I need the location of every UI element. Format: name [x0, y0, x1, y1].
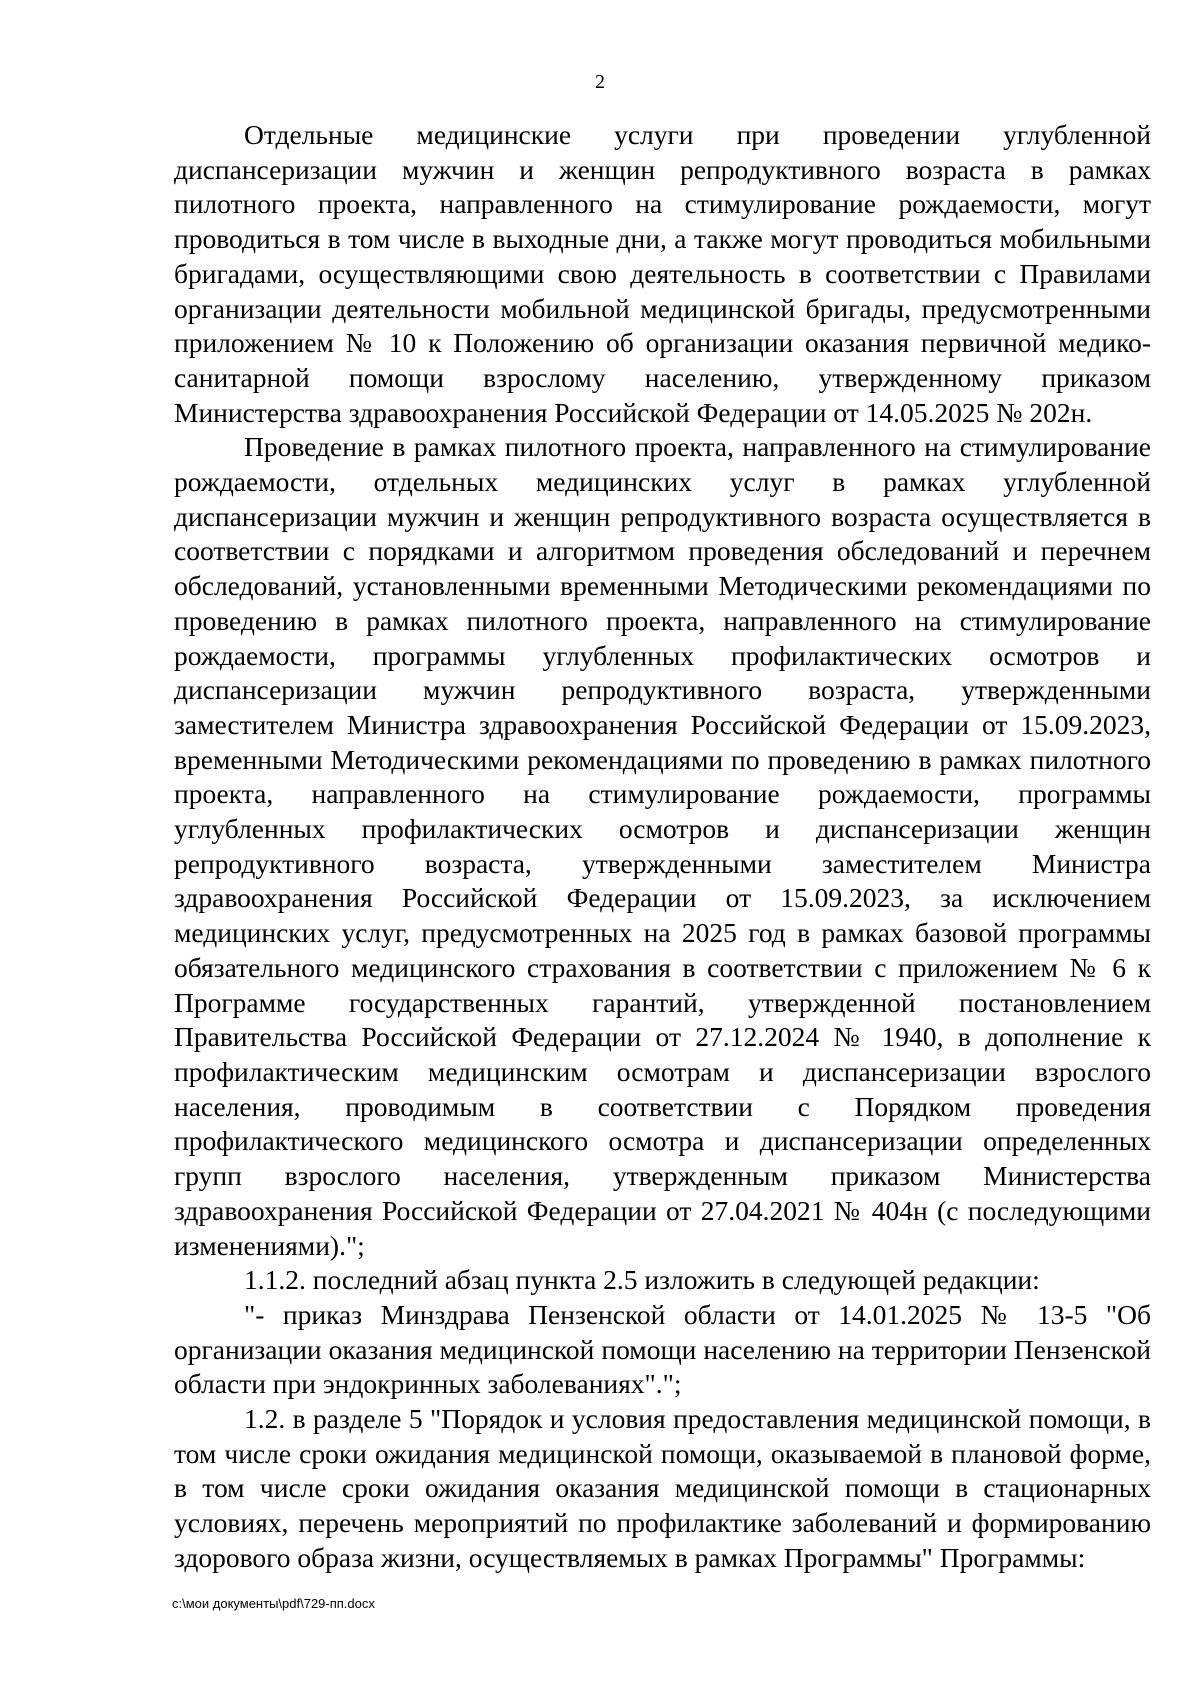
paragraph-pilot-project-services: Проведение в рамках пилотного проекта, направленного на стимулирование рождаемости, отдельных медицинских услуг в рамках углубленной диспансеризации мужчин и женщин репродуктивного возраста осуществляется в соответствии с порядками и алгоритмом проведения обследований и перечнем обследований, установленными временными Методическими рекомендациями по проведению в рамках пилотного проекта, направленного на стимулирование рождаемости, программы углубленных профилактических осмотров и диспансеризации мужчин репродуктивного возраста, утвержденными заместителем Министра здравоохранения Российской Федерации от 15.09.2023, временными Методическими рекомендациями по проведению в рамках пилотного проекта, направленного на стимулирование рождаемости, программы углубленных профилактических осмотров и диспансеризации женщин репродуктивного возраста, утвержденными заместителем Министра здравоохранения Российской Федерации от 15.09.2023, за исключением медицинских услуг, предусмотренных на 2025 год в рамках базовой программы обязательного медицинского страхования в соответствии с приложением № 6 к Программе государственных гарантий, утвержденной постановлением Правительства Российской Федерации от 27.12.2024 № 1940, в дополнение к профилактическим медицинским осмотрам и диспансеризации взрослого населения, проводимым в соответствии с Порядком проведения профилактического медицинского осмотра и диспансеризации определенных групп взрослого населения, утвержденным приказом Министерства здравоохранения Российской Федерации от 27.04.2021 № 404н (с последующими изменениями).";	[174, 431, 1151, 1261]
paragraph-order-quote: "- приказ Минздрава Пензенской области от 14.01.2025 № 13-5 "Об организации оказания медицинской помощи населению на территории Пензенской области при эндокринных заболеваниях".";	[174, 1298, 1151, 1400]
paragraph-mobile-brigades: Отдельные медицинские услуги при проведении углубленной диспансеризации мужчин и женщин репродуктивного возраста в рамках пилотного проекта, направленного на стимулирование рождаемости, могут проводиться в том числе в выходные дни, а также могут проводиться мобильными бригадами, осуществляющими свою деятельность в соответствии с Правилами организации деятельности мобильной медицинской бригады, предусмотренными приложением № 10 к Положению об организации оказания первичной медико-санитарной помощи взрослому населению, утвержденному приказом Министерства здравоохранения Российской Федерации от 14.05.2025 № 202н.	[174, 119, 1151, 428]
footer-file-path: c:\мои документы\pdf\729-пп.docx	[172, 1596, 375, 1611]
document-body	[174, 118, 1151, 1576]
paragraph-item-1-2: 1.2. в разделе 5 "Порядок и условия предоставления медицинской помощи, в том числе сроки ожидания медицинской помощи, оказываемой в плановой форме, в том числе сроки ожидания оказания медицинской помощи в стационарных условиях, перечень мероприятий по профилактике заболеваний и формированию здорового образа жизни, осуществляемых в рамках Программы" Программы:	[174, 1403, 1151, 1573]
paragraph-item-1-1-2: 1.1.2. последний абзац пункта 2.5 изложить в следующей редакции:	[244, 1264, 1040, 1296]
page-number: 2	[595, 71, 605, 93]
